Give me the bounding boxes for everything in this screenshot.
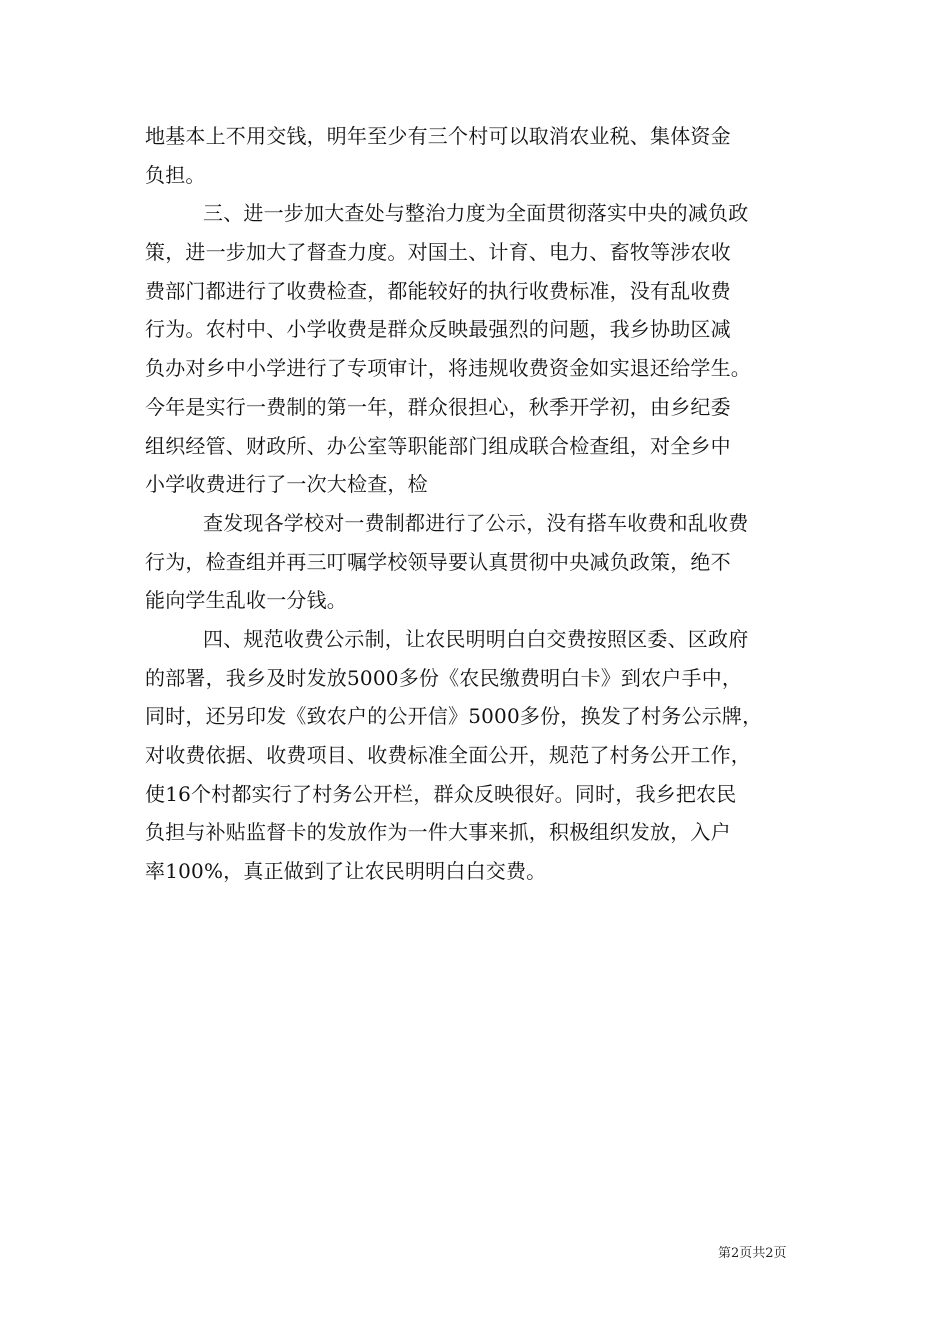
text-line-19: 负担与补贴监督卡的发放作为一件大事来抓，积极组织发放，入户 [145,820,731,845]
text-line-6: 行为。农村中、小学收费是群众反映最强烈的问题，我乡协助区减 [145,317,731,342]
text-line-3: 三、进一步加大查处与整治力度为全面贯彻落实中央的减负政 [203,201,749,226]
text-line-14: 四、规范收费公示制，让农民明明白白交费按照区委、区政府 [203,626,749,651]
text-line-4: 策，进一步加大了督查力度。对国土、计育、电力、畜牧等涉农收 [145,240,731,265]
text-line-11: 查发现各学校对一费制都进行了公示，没有搭车收费和乱收费 [203,510,749,535]
text-line-20: 率100%，真正做到了让农民明明白白交费。 [145,859,547,884]
text-line-2: 负担。 [145,162,206,187]
text-line-13: 能向学生乱收一分钱。 [145,588,347,613]
text-line-1: 地基本上不用交钱，明年至少有三个村可以取消农业税、集体资金 [145,124,731,148]
document-body [145,117,810,891]
text-line-8: 今年是实行一费制的第一年，群众很担心，秋季开学初，由乡纪委 [145,394,731,419]
text-line-9: 组织经管、财政所、办公室等职能部门组成联合检查组，对全乡中 [145,433,731,458]
text-line-18: 使16个村都实行了村务公开栏，群众反映很好。同时，我乡把农民 [145,781,737,806]
text-line-16: 同时，还另印发《致农户的公开信》5000多份，换发了村务公示牌， [145,704,763,729]
text-line-7: 负办对乡中小学进行了专项审计，将违规收费资金如实退还给学生。 [145,356,751,381]
text-line-17: 对收费依据、收费项目、收费标准全面公开，规范了村务公开工作， [145,743,751,767]
text-line-10: 小学收费进行了一次大检查，检 [145,472,428,497]
text-line-15: 的部署，我乡及时发放5000多份《农民缴费明白卡》到农户手中， [145,665,743,690]
page-footer-number: 第2页共2页 [718,1246,787,1261]
text-line-12: 行为，检查组并再三叮嘱学校领导要认真贯彻中央减负政策，绝不 [145,549,731,574]
text-line-5: 费部门都进行了收费检查，都能较好的执行收费标准，没有乱收费 [145,278,731,303]
